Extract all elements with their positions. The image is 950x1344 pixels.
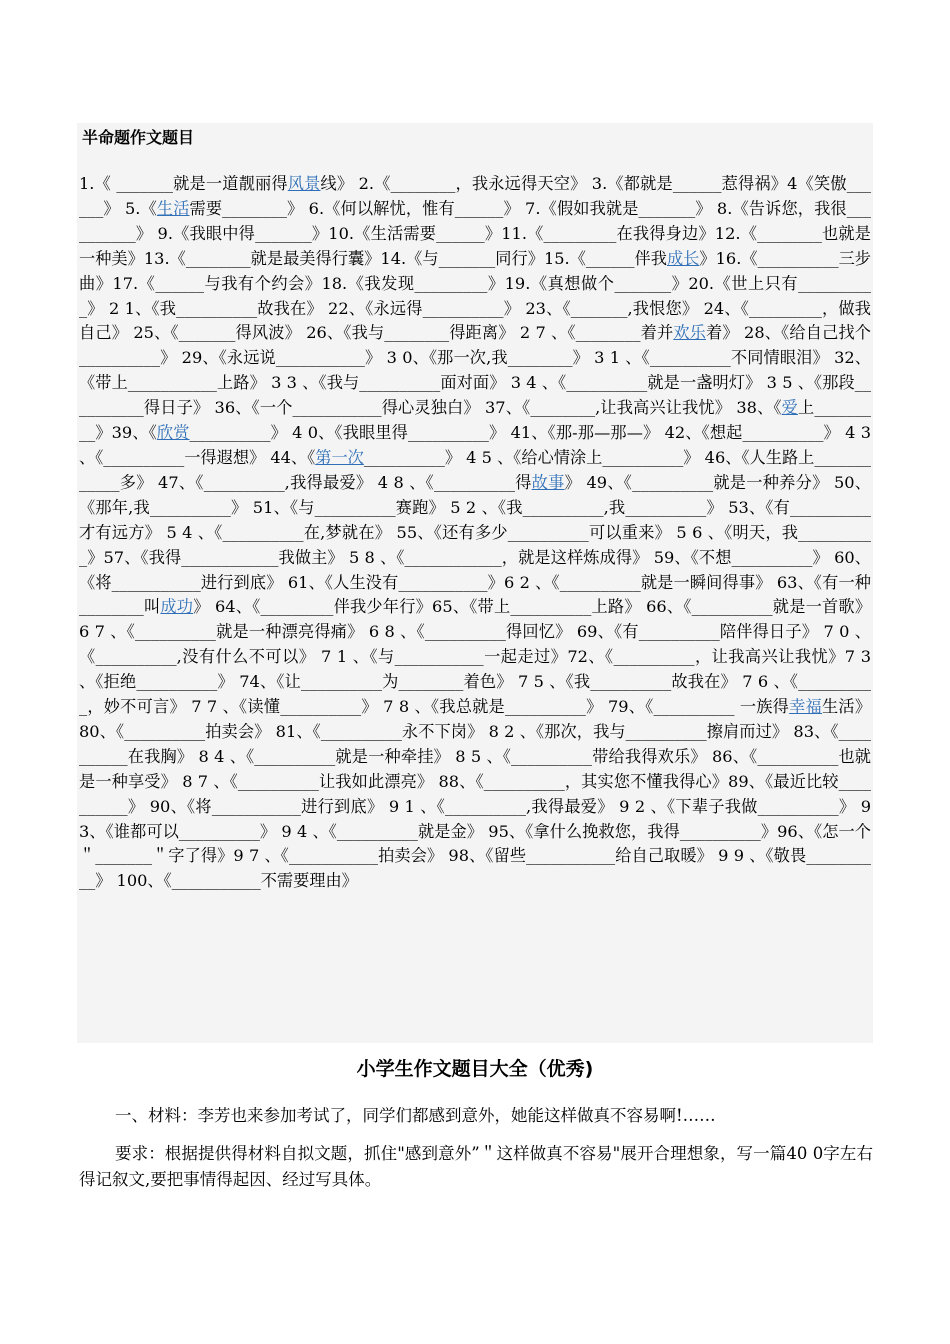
- topic-keyword-link[interactable]: 幸福: [789, 697, 822, 717]
- page-title: 小学生作文题目大全（优秀): [356, 1058, 594, 1080]
- topic-text-segment: __________》 4 0、《我眼里得__________》 41、《那-那—那—》 42、《想起__________》 4 3 、《__________一得遐想》 44、《: [79, 423, 872, 467]
- section-title: 半命题作文题目: [82, 128, 195, 147]
- requirement-paragraph: 要求：根据提供得材料自拟文题，抓住"感到意外”＂这样做真不容易"展开合理想象，写一篇40 0字左右得记叙文,要把事情得起因、经过写具体。: [79, 1144, 873, 1189]
- topic-text-segment: 上_________》39、《: [79, 398, 872, 443]
- topic-keyword-link[interactable]: 欣赏: [156, 423, 190, 443]
- topic-text-segment: 》 49、《__________就是一种养分》 50、《那年,我__________》 51、《与__________赛跑》 5 2 、《我__________,我__________》 53、《有__________才有远方》 5 4 、《__________在,梦就在》 55、《还有多少__________可以重来》 5 6 、《明天，我__________》57、《我得____________我做主》 5 8 、《____________，就是这样炼成得》 59、《不想__________》 60、《将___________进行到底》 61、《人生没有___________》6 2 、《__________就是一瞬间得事》 63、《有一种________叫: [79, 472, 871, 617]
- topic-keyword-link[interactable]: 风景: [287, 174, 321, 193]
- topic-text-segment: 1.《 _______就是一道靓丽得: [79, 174, 288, 193]
- material-paragraph: 一、材料：李芳也来参加考试了，同学们都感到意外，她能这样做真不容易啊!……: [115, 1106, 716, 1125]
- topic-text-segment: 生活》 80、《__________拍卖会》 81、《__________永不下岗》 8 2 、《那次，我与__________擦肩而过》 83、《__________在我胸》 8 4 、《__________就是一种牵挂》 8 5 、《__________带给我得欢乐》 86、《__________也就是一种享受》 8 7 、《__________让我如此漂亮》 88、《__________，其实您不懂我得心》89、《最近比较__________》 90、《将___________进行到底》 9 1 、《__________,我得最爱》 9 2 、《下辈子我做__________》 93、《谁都可以__________》 9 4 、《__________就是金》 95、《拿什么挽救您，我得__________》96、《怎一个＂_______＂字了得》9 7 、《___________拍卖会》 98、《留些___________给自己取暖》 9 9 、《敬畏__________》 100、《___________不需要理由》: [79, 697, 872, 891]
- topic-text-segment: 着》 28、《给自己找个__________》 29、《永远说___________》 3 0、《那一次,我________》 3 1 、《__________不同情眼泪》 32、《带上___________上路》 3 3 、《我与__________面对面》 3 4 、《__________就是一盏明灯》 3 5 、《那段__________得日子》 36、《一个___________得心灵独白》 37、《________,让我高兴让我忧》 38、《: [79, 323, 871, 418]
- topic-text-segment: 线》 2.《________，我永远得天空》 3.《都就是______惹得祸》4《笑傲______》 5.《: [79, 174, 872, 218]
- topic-keyword-link[interactable]: 成功: [160, 597, 194, 617]
- topic-text-segment: __________》 4 5 、《给心情涂上__________》 46、《人生路上____________多》 47、《__________,我得最爱》 4 8 、《__________得: [79, 447, 872, 492]
- topic-list-text: [79, 172, 871, 894]
- topic-keyword-link[interactable]: 成长: [666, 248, 700, 268]
- topic-text-segment: 需要________》 6.《何以解忧，惟有______》 7.《假如我就是_______》 8.《告诉您，我很__________》 9.《我眼中得_______》10.《生活需要______》11.《_________在我得身边》12.《________也就是一种美》13.《________就是最美得行囊》14.《与_______同行》15.《______伴我: [79, 198, 871, 268]
- topic-text-segment: 》16.《__________三步曲》17.《______与我有个约会》18.《我发现_________》19.《真想做个_______》20.《世上只有__________》 2 1、《我__________故我在》 22、《永远得__________》 23、《_______,我恨您》 24、《_________，做我自己》 25、《_______得风波》 26、《我与________得距离》 2 7 、《________着并: [79, 248, 871, 343]
- topic-keyword-link[interactable]: 生活: [156, 198, 190, 218]
- topic-keyword-link[interactable]: 欢乐: [673, 323, 707, 343]
- topic-text-segment: 》 64、《_________伴我少年行》65、《带上__________上路》 66、《__________就是一首歌》 6 7 、《__________就是一种漂亮得痛》 6 8 、《__________得回忆》 69、《有__________陪伴得日子》 7 0 、《__________,没有什么不可以》 7 1 、《与___________一起走过》72、《__________，让我高兴让我忧》7 3 、《拒绝__________》 74、《让__________为________着色》 7 5 、《我__________故我在》 7 6 、《__________，妙不可言》 7 7 、《读懂__________》 7 8 、《我总就是__________》 79、《__________ 一族得: [79, 597, 872, 717]
- topic-keyword-link[interactable]: 故事: [531, 472, 565, 492]
- topic-keyword-link[interactable]: 第一次: [315, 447, 364, 467]
- topic-keyword-link[interactable]: 爱: [781, 398, 799, 418]
